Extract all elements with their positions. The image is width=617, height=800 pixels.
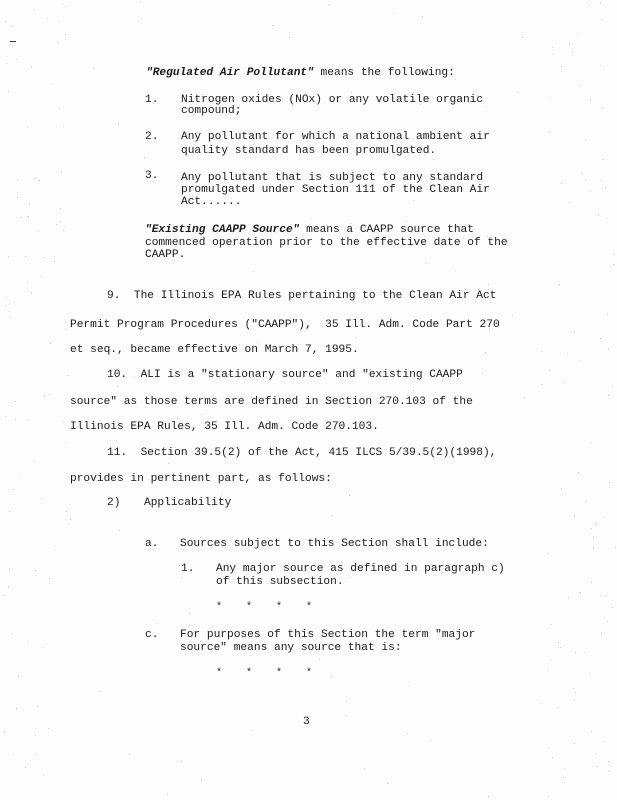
scan-speck bbox=[28, 641, 29, 642]
scan-speck bbox=[574, 515, 575, 516]
scan-speck bbox=[541, 351, 542, 352]
scan-speck bbox=[603, 741, 604, 742]
definition-text: means a CAAPP source that bbox=[299, 224, 474, 236]
list-item-text: Nitrogen oxides (NOx) or any volatile organic bbox=[181, 94, 484, 106]
quoted-item-letter: a. bbox=[145, 538, 159, 550]
scan-speck bbox=[547, 553, 548, 554]
paragraph-9-line: et seq., became effective on March 7, 1995. bbox=[70, 344, 359, 356]
list-item-number: 2. bbox=[145, 131, 159, 143]
scan-speck bbox=[93, 68, 94, 69]
scan-speck bbox=[54, 545, 55, 546]
scan-speck bbox=[606, 595, 607, 596]
scan-speck bbox=[14, 302, 15, 303]
scan-speck bbox=[600, 3, 601, 4]
scan-speck bbox=[612, 386, 613, 387]
scan-speck bbox=[230, 627, 231, 628]
scan-speck bbox=[21, 217, 22, 218]
scan-speck bbox=[585, 140, 586, 141]
scan-speck bbox=[140, 2, 141, 3]
scan-speck bbox=[488, 284, 489, 285]
scan-speck bbox=[585, 180, 586, 181]
scan-speck bbox=[600, 65, 601, 66]
scan-speck bbox=[60, 208, 61, 209]
scan-speck bbox=[47, 18, 48, 19]
scan-speck bbox=[168, 463, 169, 464]
scan-speck bbox=[596, 753, 597, 754]
scan-speck bbox=[28, 419, 29, 420]
paragraph-11-line: provides in pertinent part, as follows: bbox=[70, 473, 332, 485]
scan-speck bbox=[42, 647, 43, 648]
scan-speck bbox=[609, 482, 610, 483]
scan-speck bbox=[38, 231, 39, 232]
scan-speck bbox=[541, 384, 542, 385]
scan-speck bbox=[5, 305, 6, 306]
scan-speck bbox=[574, 700, 575, 701]
scan-speck bbox=[517, 92, 518, 93]
scan-speck bbox=[591, 582, 592, 583]
paragraph-11-line: 11. Section 39.5(2) of the Act, 415 ILCS 5/39.5(2)(1998), bbox=[107, 447, 497, 459]
scan-speck bbox=[574, 331, 575, 332]
scan-speck bbox=[524, 397, 525, 398]
scan-speck bbox=[9, 511, 10, 512]
scan-speck bbox=[35, 178, 36, 179]
scan-speck bbox=[48, 728, 49, 729]
scan-speck bbox=[5, 21, 6, 22]
scan-speck bbox=[272, 25, 273, 26]
scan-speck bbox=[43, 257, 44, 258]
scan-speck bbox=[41, 498, 42, 499]
scan-speck bbox=[310, 218, 311, 219]
scan-speck bbox=[49, 394, 50, 395]
defined-term: "Existing CAAPP Source" bbox=[145, 224, 300, 236]
scan-speck bbox=[602, 19, 603, 20]
scan-speck bbox=[9, 311, 10, 312]
scan-speck bbox=[31, 67, 32, 68]
scan-speck bbox=[568, 597, 569, 598]
scan-speck bbox=[13, 754, 14, 755]
omission-stars: * * * * bbox=[216, 668, 313, 679]
scan-speck bbox=[44, 395, 45, 396]
scan-speck bbox=[17, 180, 18, 181]
scan-speck bbox=[485, 352, 486, 353]
scan-speck bbox=[10, 317, 11, 318]
scan-speck bbox=[34, 461, 35, 462]
scan-speck bbox=[573, 688, 574, 689]
scan-speck bbox=[409, 681, 410, 682]
scan-speck bbox=[613, 254, 614, 255]
scan-speck bbox=[563, 777, 564, 778]
scan-speck bbox=[328, 4, 329, 5]
scan-speck bbox=[413, 390, 414, 391]
scan-speck bbox=[567, 353, 568, 354]
scan-speck bbox=[591, 528, 592, 529]
scan-speck bbox=[18, 676, 19, 677]
scan-speck bbox=[65, 442, 66, 443]
scan-speck bbox=[6, 63, 7, 64]
scan-speck bbox=[575, 652, 576, 653]
scan-speck bbox=[116, 440, 117, 441]
scan-speck bbox=[522, 37, 523, 38]
scan-speck bbox=[202, 414, 203, 415]
scan-speck bbox=[356, 337, 357, 338]
scan-speck bbox=[35, 735, 36, 736]
scan-speck bbox=[413, 200, 414, 201]
list-item-text: compound; bbox=[181, 105, 242, 117]
scan-speck bbox=[604, 517, 605, 518]
scan-speck bbox=[68, 523, 69, 524]
scan-speck bbox=[289, 37, 290, 38]
scan-speck bbox=[50, 343, 51, 344]
scan-speck bbox=[387, 783, 388, 784]
scan-speck bbox=[117, 386, 118, 387]
list-item-text: Any pollutant for which a national ambient air bbox=[181, 131, 490, 143]
scan-speck bbox=[66, 511, 67, 512]
scan-speck bbox=[426, 263, 427, 264]
omission-stars: * * * * bbox=[216, 602, 313, 613]
scan-speck bbox=[603, 159, 604, 160]
scan-speck bbox=[16, 59, 17, 60]
definition-text: CAAPP. bbox=[145, 249, 186, 261]
scan-speck bbox=[590, 191, 591, 192]
scan-speck bbox=[28, 216, 29, 217]
scan-speck bbox=[118, 124, 119, 125]
scan-speck bbox=[564, 382, 565, 383]
list-item-text: quality standard has been promulgated. bbox=[181, 145, 437, 157]
scan-speck bbox=[349, 577, 350, 578]
quoted-item-text: For purposes of this Section the term "major bbox=[180, 629, 476, 641]
scan-speck bbox=[433, 159, 434, 160]
scan-speck bbox=[8, 91, 9, 92]
scan-speck bbox=[580, 592, 581, 593]
scan-speck bbox=[8, 256, 9, 257]
scan-speck bbox=[584, 652, 585, 653]
scan-speck bbox=[54, 261, 55, 262]
definition-existing-caapp-source bbox=[145, 225, 474, 236]
scan-speck bbox=[593, 537, 594, 538]
scan-speck bbox=[422, 16, 423, 17]
definition-text: commenced operation prior to the effective date of the bbox=[145, 237, 508, 249]
scan-speck bbox=[613, 264, 614, 265]
scan-speck bbox=[19, 473, 20, 474]
scan-speck bbox=[549, 370, 550, 371]
scan-speck bbox=[550, 659, 551, 660]
scan-speck bbox=[553, 54, 554, 55]
quoted-item-letter: c. bbox=[145, 629, 159, 641]
scan-speck bbox=[600, 595, 601, 596]
scan-speck bbox=[552, 47, 553, 48]
scan-speck bbox=[252, 730, 253, 731]
scan-speck bbox=[598, 215, 599, 216]
scan-speck bbox=[59, 21, 60, 22]
scan-speck bbox=[51, 84, 52, 85]
page-number: 3 bbox=[303, 716, 310, 728]
scan-speck bbox=[601, 180, 602, 181]
scan-speck bbox=[589, 5, 590, 6]
scan-speck bbox=[5, 297, 6, 298]
scan-speck bbox=[15, 419, 16, 420]
scan-speck bbox=[63, 230, 64, 231]
scan-speck bbox=[62, 3, 63, 4]
scan-speck bbox=[144, 157, 145, 158]
scan-speck bbox=[63, 126, 64, 127]
scan-speck bbox=[65, 226, 66, 227]
scan-speck bbox=[455, 79, 456, 80]
scan-speck bbox=[572, 52, 573, 53]
scan-speck bbox=[27, 126, 28, 127]
scan-speck bbox=[541, 703, 542, 704]
scan-speck bbox=[561, 66, 562, 67]
scan-speck bbox=[138, 21, 139, 22]
paragraph-10-line: source" as those terms are defined in Section 270.103 of the bbox=[70, 396, 473, 408]
scan-speck bbox=[34, 9, 35, 10]
scan-speck bbox=[331, 515, 332, 516]
scan-speck bbox=[41, 276, 42, 277]
scan-speck bbox=[351, 92, 352, 93]
scan-speck bbox=[393, 13, 394, 14]
scan-speck bbox=[99, 691, 100, 692]
scan-speck bbox=[589, 673, 590, 674]
scan-speck bbox=[430, 740, 431, 741]
scan-speck bbox=[29, 203, 30, 204]
scan-speck bbox=[63, 421, 64, 422]
scan-speck bbox=[15, 401, 16, 402]
scan-speck bbox=[189, 613, 190, 614]
scan-speck bbox=[60, 221, 61, 222]
scan-speck bbox=[548, 796, 549, 797]
scan-speck bbox=[597, 766, 598, 767]
scan-speck bbox=[189, 625, 190, 626]
scan-speck bbox=[66, 6, 67, 7]
quoted-subitem-text: of this subsection. bbox=[216, 576, 344, 588]
scan-speck bbox=[35, 570, 36, 571]
scan-speck bbox=[550, 97, 551, 98]
scan-speck bbox=[482, 373, 483, 374]
scan-speck bbox=[590, 99, 591, 100]
scan-speck bbox=[253, 271, 254, 272]
scan-speck bbox=[561, 183, 562, 184]
list-item-text: Act...... bbox=[181, 196, 242, 208]
scan-speck bbox=[39, 180, 40, 181]
scan-speck bbox=[177, 418, 178, 419]
scan-speck bbox=[56, 224, 57, 225]
scan-speck bbox=[25, 256, 26, 257]
scan-speck bbox=[586, 501, 587, 502]
scan-speck bbox=[31, 292, 32, 293]
scan-speck bbox=[590, 442, 591, 443]
scan-speck bbox=[16, 708, 17, 709]
scan-speck bbox=[549, 131, 550, 132]
scan-speck bbox=[17, 197, 18, 198]
scan-speck bbox=[602, 108, 603, 109]
scan-speck bbox=[181, 761, 182, 762]
scan-speck bbox=[557, 707, 558, 708]
scan-speck bbox=[608, 395, 609, 396]
scan-speck bbox=[595, 524, 596, 525]
defined-term: "Regulated Air Pollutant" bbox=[146, 67, 314, 79]
scan-speck bbox=[221, 494, 222, 495]
scan-mark bbox=[10, 41, 16, 42]
scan-speck bbox=[5, 416, 6, 417]
quoted-subsection-number: 2) bbox=[107, 497, 121, 509]
scan-speck bbox=[25, 767, 26, 768]
scan-speck bbox=[551, 624, 552, 625]
quoted-subitem-number: 1. bbox=[181, 563, 195, 575]
scan-speck bbox=[406, 221, 407, 222]
scan-speck bbox=[4, 731, 5, 732]
scan-speck bbox=[201, 779, 202, 780]
scan-speck bbox=[559, 284, 560, 285]
scan-speck bbox=[12, 633, 13, 634]
definition-regulated-air-pollutant bbox=[146, 68, 455, 79]
scan-speck bbox=[578, 472, 579, 473]
scan-speck bbox=[59, 108, 60, 109]
scan-speck bbox=[552, 757, 553, 758]
scan-speck bbox=[258, 342, 259, 343]
list-item-text: promulgated under Section 111 of the Clean Air bbox=[181, 184, 490, 196]
scan-speck bbox=[129, 754, 130, 755]
scan-speck bbox=[407, 733, 408, 734]
scan-speck bbox=[66, 329, 67, 330]
scan-speck bbox=[58, 42, 59, 43]
scan-speck bbox=[581, 173, 582, 174]
scan-speck bbox=[577, 33, 578, 34]
scan-speck bbox=[68, 375, 69, 376]
scan-speck bbox=[580, 85, 581, 86]
scan-speck bbox=[346, 715, 347, 716]
scan-speck bbox=[612, 607, 613, 608]
scan-speck bbox=[43, 774, 44, 775]
scan-speck bbox=[9, 569, 10, 570]
scan-speck bbox=[569, 44, 570, 45]
scan-speck bbox=[564, 769, 565, 770]
list-item-number: 1. bbox=[145, 94, 159, 106]
scan-speck bbox=[608, 771, 609, 772]
scan-speck bbox=[4, 595, 5, 596]
scan-speck bbox=[605, 187, 606, 188]
scan-speck bbox=[167, 794, 168, 795]
scan-speck bbox=[600, 338, 601, 339]
scan-speck bbox=[364, 768, 365, 769]
scan-speck bbox=[346, 701, 347, 702]
paragraph-10-line: Illinois EPA Rules, 35 Ill. Adm. Code 270.103. bbox=[70, 421, 379, 433]
list-item-number: 3. bbox=[145, 170, 159, 182]
scan-speck bbox=[49, 578, 50, 579]
scan-speck bbox=[319, 659, 320, 660]
scan-speck bbox=[27, 282, 28, 283]
scan-speck bbox=[606, 218, 607, 219]
paragraph-9-line: Permit Program Procedures ("CAAPP"), 35 Ill. Adm. Code Part 270 bbox=[70, 319, 500, 331]
quoted-item-text: source" means any source that is: bbox=[180, 642, 402, 654]
scan-speck bbox=[601, 633, 602, 634]
scan-speck bbox=[575, 692, 576, 693]
quoted-subitem-text: Any major source as defined in paragraph c) bbox=[216, 563, 505, 575]
paragraph-9-line: 9. The Illinois EPA Rules pertaining to the Clean Air Act bbox=[107, 290, 497, 302]
scan-speck bbox=[12, 26, 13, 27]
quoted-subsection-heading: Applicability bbox=[144, 497, 232, 509]
scan-speck bbox=[548, 670, 549, 671]
definition-text: means the following: bbox=[313, 67, 455, 79]
scan-speck bbox=[560, 647, 561, 648]
scan-speck bbox=[65, 322, 66, 323]
scan-speck bbox=[512, 315, 513, 316]
scan-speck bbox=[608, 348, 609, 349]
scan-speck bbox=[558, 642, 559, 643]
scan-speck bbox=[61, 172, 62, 173]
scan-speck bbox=[566, 382, 567, 383]
scan-speck bbox=[569, 202, 570, 203]
scan-speck bbox=[548, 747, 549, 748]
quoted-item-text: Sources subject to this Section shall include: bbox=[180, 538, 489, 550]
scan-speck bbox=[457, 625, 458, 626]
scan-speck bbox=[607, 621, 608, 622]
scan-speck bbox=[488, 796, 489, 797]
paragraph-10-line: 10. ALI is a "stationary source" and "existing CAAPP bbox=[107, 369, 463, 381]
scan-speck bbox=[593, 547, 594, 548]
scan-speck bbox=[331, 677, 332, 678]
scan-speck bbox=[349, 495, 350, 496]
scan-speck bbox=[561, 488, 562, 489]
list-item-text: Any pollutant that is subject to any standard bbox=[181, 172, 484, 184]
scan-speck bbox=[607, 314, 608, 315]
scan-speck bbox=[36, 754, 37, 755]
scan-speck bbox=[615, 547, 616, 548]
scan-speck bbox=[181, 577, 182, 578]
scan-speck bbox=[70, 519, 71, 520]
scan-speck bbox=[486, 106, 487, 107]
scan-speck bbox=[13, 489, 14, 490]
scan-speck bbox=[8, 587, 9, 588]
scan-speck bbox=[580, 360, 581, 361]
scan-speck bbox=[37, 706, 38, 707]
scan-speck bbox=[119, 530, 120, 531]
scan-speck bbox=[65, 34, 66, 35]
scan-speck bbox=[574, 743, 575, 744]
scan-speck bbox=[455, 270, 456, 271]
scan-speck bbox=[591, 731, 592, 732]
scan-speck bbox=[157, 623, 158, 624]
scan-speck bbox=[608, 761, 609, 762]
